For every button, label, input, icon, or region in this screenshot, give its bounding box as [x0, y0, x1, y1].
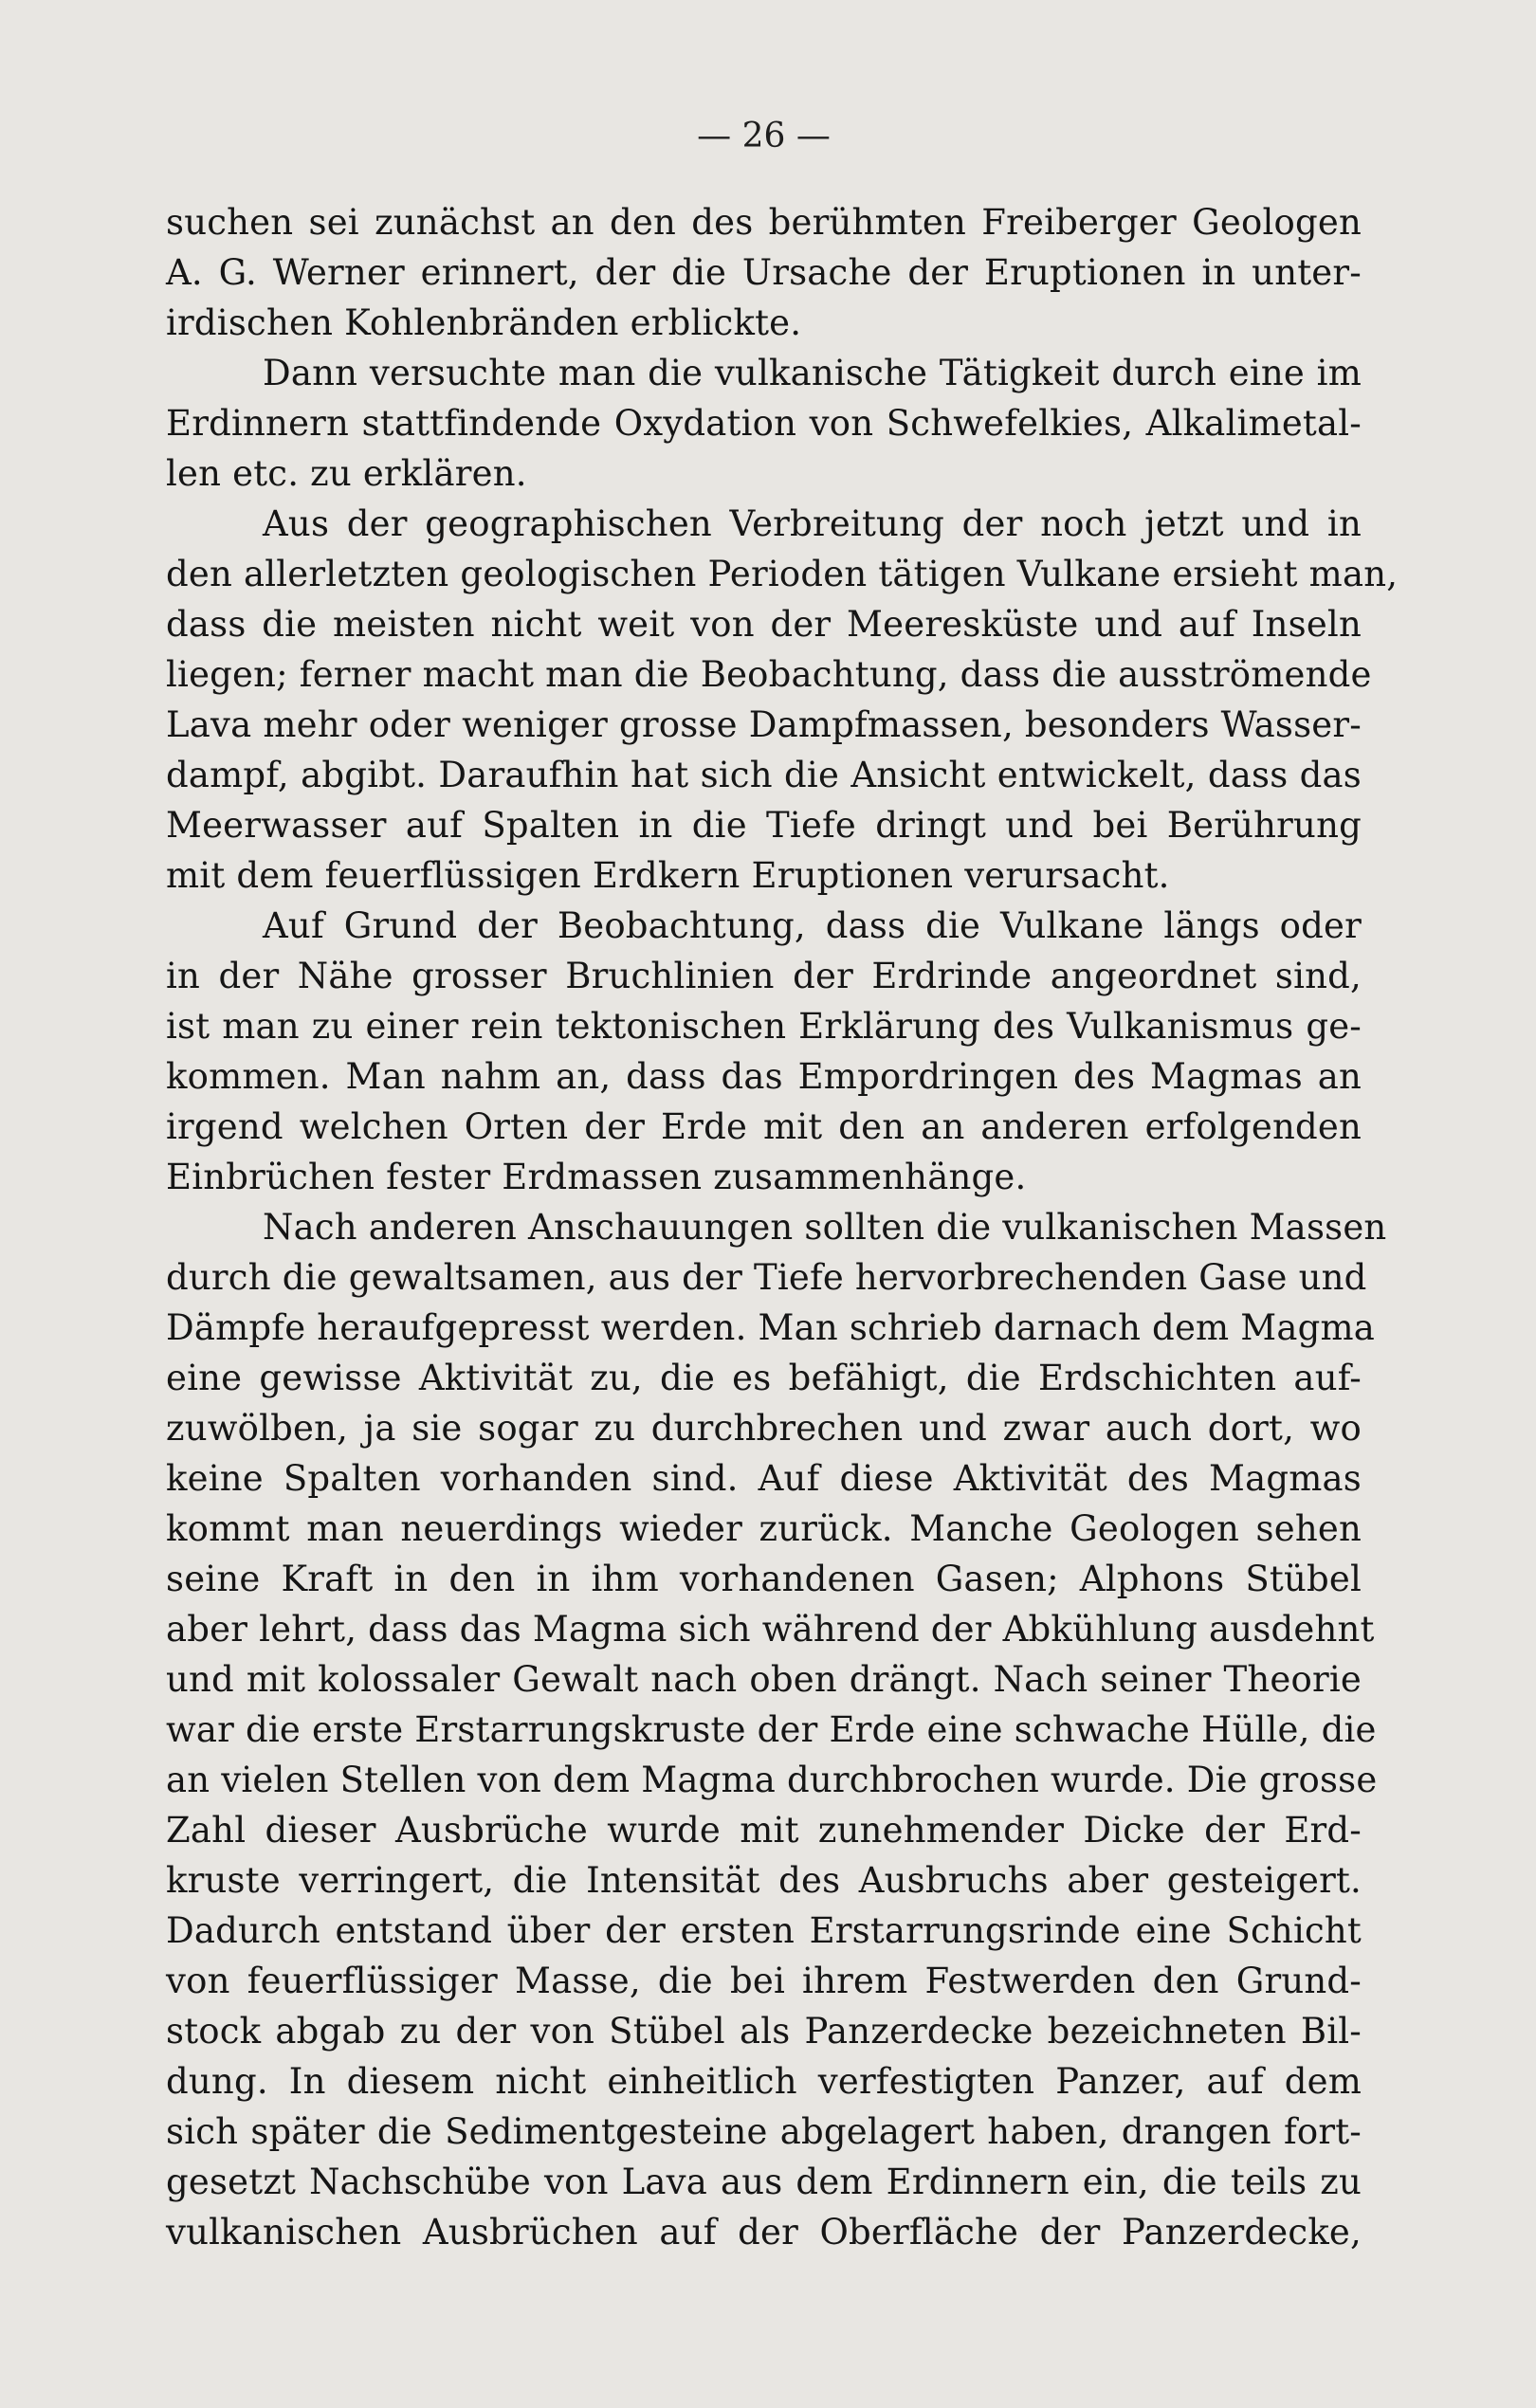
- text-line: von feuerflüssiger Masse, die bei ihrem Festwerden den Grund-: [166, 1961, 1362, 2001]
- text-line: durch die gewaltsamen, aus der Tiefe hervorbrechenden Gase und: [166, 1257, 1367, 1298]
- text-line: mit dem feuerflüssigen Erdkern Eruptionen verursacht.: [166, 855, 1170, 896]
- text-line: Zahl dieser Ausbrüche wurde mit zunehmender Dicke der Erd-: [166, 1810, 1362, 1851]
- text-line: A. G. Werner erinnert, der die Ursache der Eruptionen in unter-: [166, 252, 1362, 293]
- text-line: keine Spalten vorhanden sind. Auf diese Aktivität des Magmas: [166, 1458, 1362, 1499]
- text-line: sich später die Sedimentgesteine abgelagert haben, drangen fort-: [166, 2111, 1362, 2152]
- text-line: Auf Grund der Beobachtung, dass die Vulkane längs oder: [263, 905, 1362, 946]
- text-line: ist man zu einer rein tektonischen Erklärung des Vulkanismus ge-: [166, 1006, 1362, 1047]
- text-line: kommen. Man nahm an, dass das Empordringen des Magmas an: [166, 1056, 1362, 1097]
- text-line: Aus der geographischen Verbreitung der noch jetzt und in: [263, 503, 1362, 544]
- text-line: liegen; ferner macht man die Beobachtung, dass die ausströmende: [166, 654, 1372, 695]
- text-line: eine gewisse Aktivität zu, die es befähigt, die Erdschichten auf-: [166, 1358, 1362, 1398]
- text-line: gesetzt Nachschübe von Lava aus dem Erdinnern ein, die teils zu: [166, 2162, 1362, 2202]
- text-line: dampf, abgibt. Daraufhin hat sich die Ansicht entwickelt, dass das: [166, 755, 1362, 795]
- text-line: Dämpfe heraufgepresst werden. Man schrieb darnach dem Magma: [166, 1307, 1376, 1348]
- text-line: Dann versuchte man die vulkanische Tätigkeit durch eine im: [263, 353, 1362, 393]
- text-line: len etc. zu erklären.: [166, 453, 527, 494]
- text-line: irdischen Kohlenbränden erblickte.: [166, 302, 802, 343]
- text-line: kruste verringert, die Intensität des Ausbruchs aber gesteigert.: [166, 1860, 1362, 1901]
- body-text: [166, 197, 1399, 2257]
- text-line: aber lehrt, dass das Magma sich während der Abkühlung ausdehnt: [166, 1609, 1375, 1650]
- text-line: und mit kolossaler Gewalt nach oben drängt. Nach seiner Theorie: [166, 1659, 1362, 1700]
- page-number: — 26 —: [697, 117, 831, 155]
- text-line: suchen sei zunächst an den des berühmten Freiberger Geologen: [166, 202, 1362, 243]
- text-line: Einbrüchen fester Erdmassen zusammenhänge.: [166, 1157, 1027, 1197]
- text-line: war die erste Erstarrungskruste der Erde eine schwache Hülle, die: [166, 1709, 1377, 1750]
- text-line: den allerletzten geologischen Perioden tätigen Vulkane ersieht man,: [166, 554, 1399, 594]
- text-line: dass die meisten nicht weit von der Meeresküste und auf Inseln: [166, 604, 1362, 645]
- text-line: stock abgab zu der von Stübel als Panzerdecke bezeichneten Bil-: [166, 2011, 1362, 2052]
- text-line: seine Kraft in den in ihm vorhandenen Gasen; Alphons Stübel: [166, 1559, 1362, 1599]
- text-line: vulkanischen Ausbrüchen auf der Oberfläche der Panzerdecke,: [166, 2212, 1362, 2253]
- text-line: irgend welchen Orten der Erde mit den an anderen erfolgenden: [166, 1106, 1362, 1147]
- text-line: kommt man neuerdings wieder zurück. Manche Geologen sehen: [166, 1508, 1362, 1549]
- text-line: Nach anderen Anschauungen sollten die vulkanischen Massen: [263, 1207, 1387, 1248]
- text-line: an vielen Stellen von dem Magma durchbrochen wurde. Die grosse: [166, 1760, 1378, 1800]
- text-line: Meerwasser auf Spalten in die Tiefe dringt und bei Berührung: [166, 805, 1362, 846]
- text-line: Dadurch entstand über der ersten Erstarrungsrinde eine Schicht: [166, 1910, 1362, 1951]
- text-line: Erdinnern stattfindende Oxydation von Schwefelkies, Alkalimetal-: [166, 403, 1362, 444]
- text-line: zuwölben, ja sie sogar zu durchbrechen und zwar auch dort, wo: [166, 1408, 1362, 1449]
- text-line: dung. In diesem nicht einheitlich verfestigten Panzer, auf dem: [166, 2061, 1362, 2102]
- text-line: in der Nähe grosser Bruchlinien der Erdrinde angeordnet sind,: [166, 956, 1362, 996]
- text-line: Lava mehr oder weniger grosse Dampfmassen, besonders Wasser-: [166, 704, 1362, 745]
